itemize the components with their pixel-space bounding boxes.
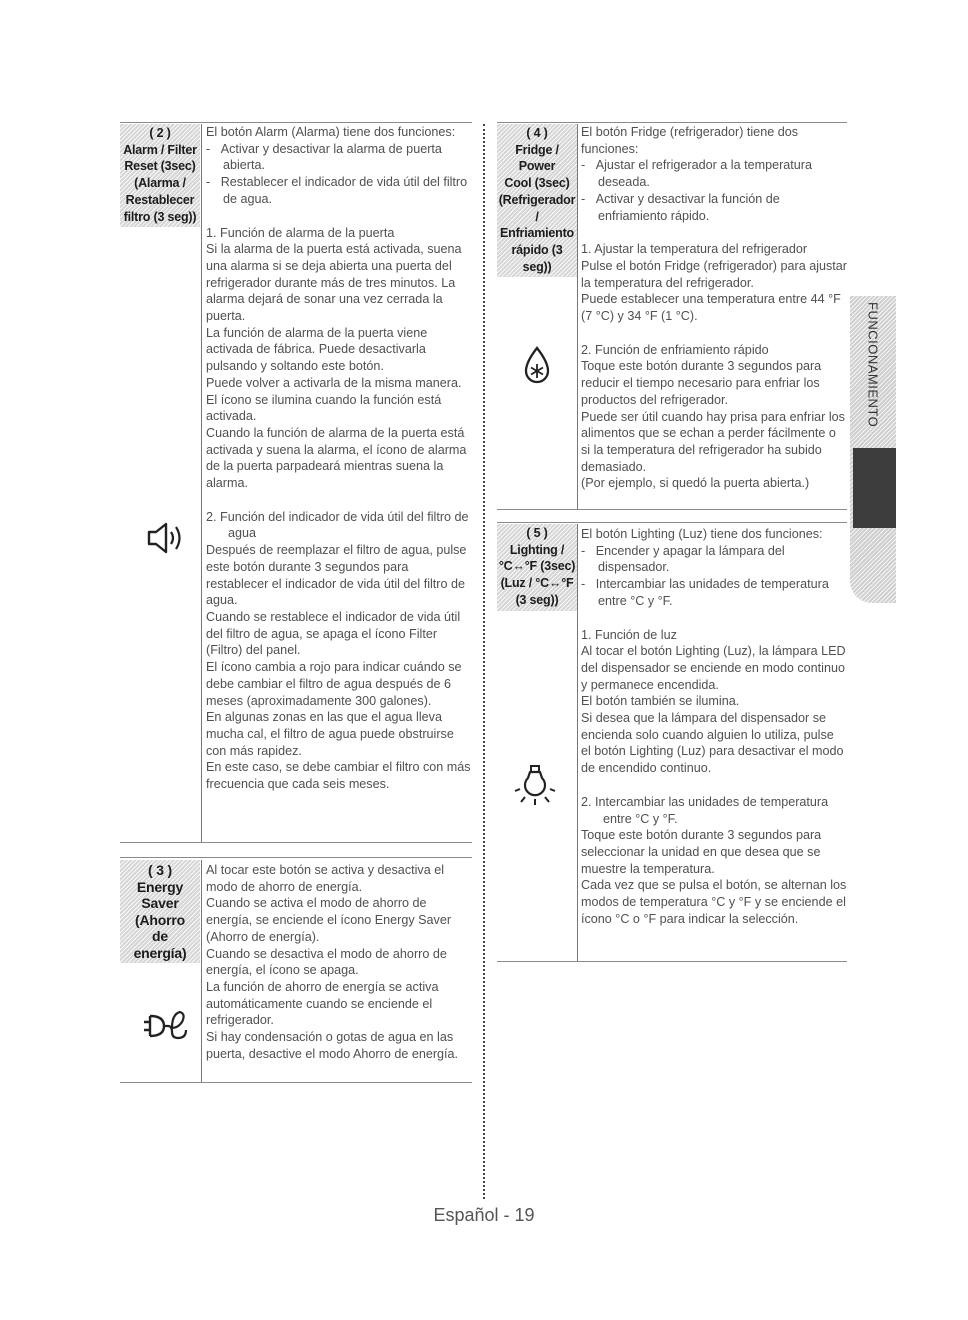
lighting-sub1-heading: 1. Función de luz [581,627,677,642]
section-divider [120,857,472,858]
fridge-sub2-line: Puede ser útil cuando hay prisa para enfriar los alimentos que se echan a perder fácilmente o si la temperatura del refrigerador ha subido demasiado. [581,409,845,474]
alarm-sub1-line: Si la alarma de la puerta está activada, suena una alarma si se deja abierta una puerta del refrigerador durante más de tres minutos. La alarma dejará de sonar una vez cerrada la puerta. [206,242,462,324]
alarm-intro: El botón Alarm (Alarma) tiene dos funciones: [206,125,456,139]
fridge-sub1-line: Pulse el botón Fridge (refrigerador) para ajustar la temperatura del refrigerador. [581,258,847,290]
energy-line: La función de ahorro de energía se activa automáticamente cuando se enciende el refrigerador. [206,979,439,1028]
lighting-sub2-line: Cada vez que se pulsa el botón, se alternan los modos de temperatura °C y °F y se enciende el ícono °C o °F para indicar la selección. [581,878,847,926]
energy-saver-plug-icon [142,1008,188,1047]
fridge-intro: El botón Fridge (refrigerador) tiene dos funciones: [581,125,799,156]
lighting-bullet: - Encender y apagar la lámpara del dispensador. [581,543,785,575]
alarm-bullet: - Restablecer el indicador de vida útil del filtro de agua. [206,175,468,206]
column-rule [201,124,202,842]
column-separator [483,124,485,1199]
alarm-sub2-line: En algunas zonas en las que el agua lleva mucha cal, el filtro de agua puede obstruirse con más rapidez. [206,710,454,758]
power-cool-droplet-icon [521,346,553,389]
alarm-sub2-line: En este caso, se debe cambiar el filtro con más frecuencia que cada seis meses. [206,760,471,792]
alarm-sub1-line: Cuando la función de alarma de la puerta está activada y suena la alarma, el ícono de alarma de la puerta parpadeará mientras suena la alarma. [206,425,467,491]
section-divider [120,122,472,123]
section-divider [497,522,847,523]
section-divider [120,842,472,843]
alarm-sub1-line: La función de alarma de la puerta viene activada de fábrica. Puede desactivarla pulsando y soltando este botón. [206,325,428,374]
alarm-section-text [206,124,472,793]
alarm-bullet: - Activar y desactivar la alarma de puerta abierta. [206,141,442,173]
lighting-sub1-line: Al tocar el botón Lighting (Luz), la lámpara LED del dispensador se enciende en modo continuo y permanece encendida. [581,644,846,692]
energy-line: Cuando se activa el modo de ahorro de energía, se enciende el ícono Energy Saver (Ahorro de energía). [206,896,452,944]
energy-saver-badge: ( 3 ) Energy Saver (Ahorro de energía) [120,860,200,963]
lighting-sub2-heading: 2. Intercambiar las unidades de temperatura entre °C y °F. [581,794,829,826]
alarm-sub2-heading: 2. Función del indicador de vida útil del filtro de agua [206,509,469,541]
fridge-bullet: - Activar y desactivar la función de enfriamiento rápido. [581,191,780,223]
door-alarm-speaker-icon [146,520,186,561]
fridge-sub1-heading: 1. Ajustar la temperatura del refrigerador [581,242,808,257]
energy-section-text [206,862,472,1062]
alarm-sub1-line: Puede volver a activarla de la misma manera. El ícono se ilumina cuando la función está activada. [206,375,462,424]
lighting-sub1-line: El botón también se ilumina. [581,694,740,709]
section-divider [497,122,847,123]
lighting-sub1-line: Si desea que la lámpara del dispensador se encienda solo cuando alguien lo utiliza, pulse el botón Lighting (Luz) para desactivar el modo de encendido continuo. [581,711,844,776]
section-divider [497,509,847,510]
chapter-side-tab [850,296,896,603]
alarm-sub2-line: Después de reemplazar el filtro de agua, pulse este botón durante 3 segundos para restablecer el indicador de vida útil del filtro de agua. [206,543,467,608]
fridge-sub2-heading: 2. Función de enfriamiento rápido [581,342,769,357]
alarm-sub2-line: Cuando se restablece el indicador de vida útil del filtro de agua, se apaga el ícono Filter (Filtro) del panel. [206,609,461,658]
lighting-bulb-icon [514,764,556,813]
fridge-sub2-line: Toque este botón durante 3 segundos para reducir el tiempo necesario para enfriar los productos del refrigerador. [581,359,822,407]
section-divider [497,961,847,962]
fridge-sub2-line: (Por ejemplo, si quedó la puerta abierta.) [581,476,810,491]
lighting-section-text [581,526,847,927]
energy-line: Si hay condensación o gotas de agua en las puerta, desactive el modo Ahorro de energía. [206,1030,459,1061]
column-rule [577,124,578,509]
column-rule [577,524,578,961]
chapter-tab-label: FUNCIONAMIENTO [865,302,881,428]
fridge-power-cool-badge: ( 4 ) Fridge / Power Cool (3sec) (Refrigerador / Enfriamiento rápido (3 seg)) [497,124,577,277]
energy-line: Al tocar este botón se activa y desactiva el modo de ahorro de energía. [206,863,445,894]
column-rule [201,860,202,1082]
lighting-unit-badge: ( 5 ) Lighting / °C↔°F (3sec) (Luz / °C↔°F (3 seg)) [497,524,577,611]
fridge-sub1-line: Puede establecer una temperatura entre 44 °F (7 °C) y 34 °F (1 °C). [581,292,841,324]
page-number-footer: Español - 19 [433,1205,535,1225]
lighting-intro: El botón Lighting (Luz) tiene dos funciones: [581,527,823,541]
fridge-section-text [581,124,847,492]
energy-line: Cuando se desactiva el modo de ahorro de energía, el ícono se apaga. [206,946,447,978]
section-divider [120,1082,472,1083]
alarm-sub1-heading: 1. Función de alarma de la puerta [206,225,395,240]
chapter-tab-marker [853,448,896,528]
lighting-sub2-line: Toque este botón durante 3 segundos para seleccionar la unidad en que desea que se muestre la temperatura. [581,828,822,876]
alarm-sub2-line: El ícono cambia a rojo para indicar cuándo se debe cambiar el filtro de agua después de 6 meses (aproximadamente 300 galones). [206,660,462,708]
fridge-bullet: - Ajustar el refrigerador a la temperatura deseada. [581,158,812,190]
lighting-bullet: - Intercambiar las unidades de temperatura entre °C y °F. [581,577,829,608]
alarm-filter-badge: ( 2 ) Alarm / Filter Reset (3sec) (Alarma / Restablecer filtro (3 seg)) [120,124,200,227]
